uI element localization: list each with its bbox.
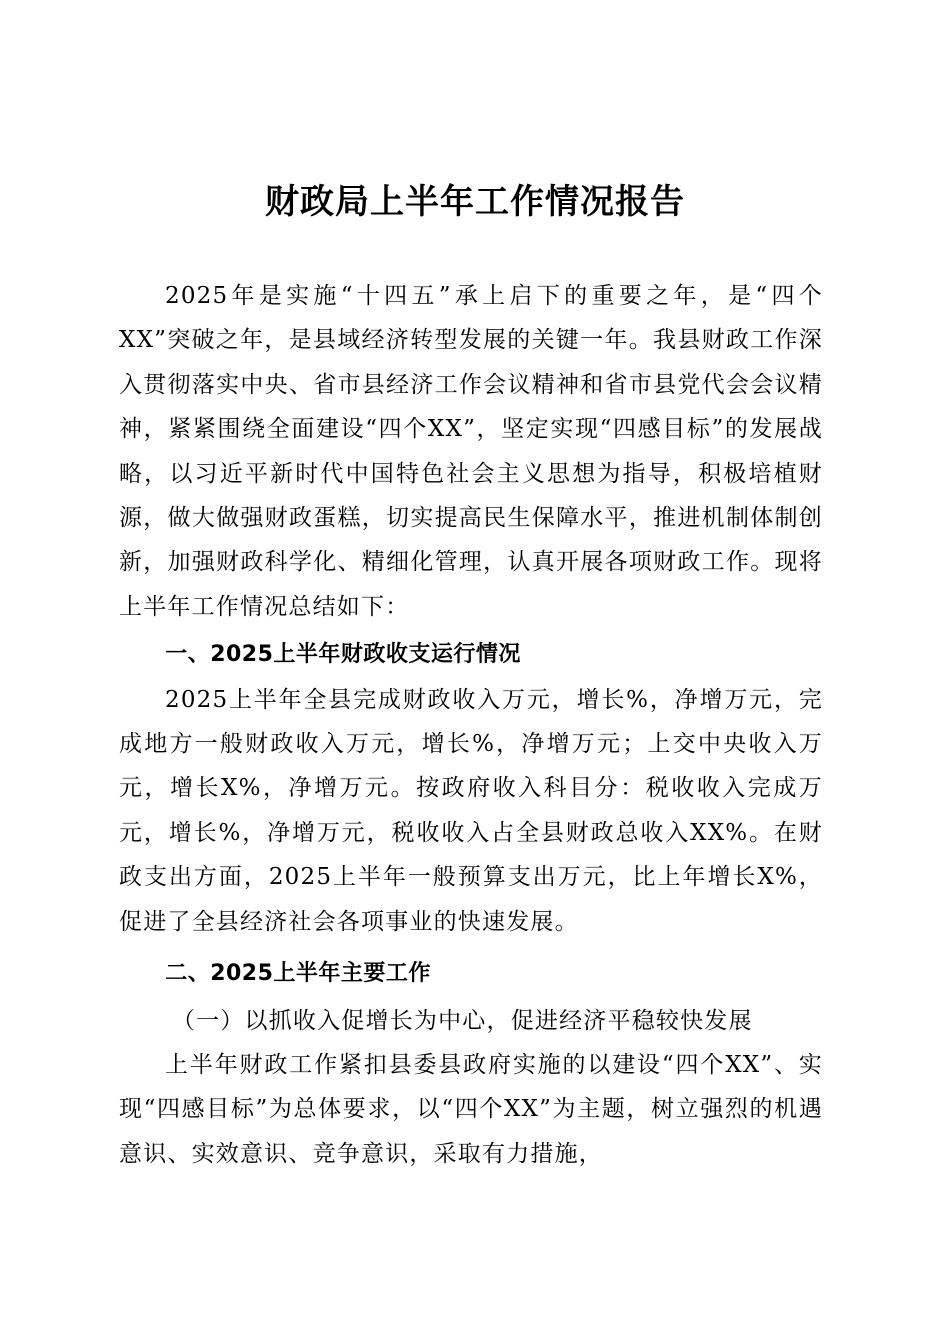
document-body	[119, 274, 823, 1176]
intro-paragraph: 2025年是实施“十四五”承上启下的重要之年，是“四个XX”突破之年，是县域经济转型发展的关键一年。我县财政工作深入贯彻落实中央、省市县经济工作会议精神和省市县党代会会议精神，紧紧围绕全面建设“四个XX”，坚定实现“四感目标”的发展战略，以习近平新时代中国特色社会主义思想为指导，积极培植财源，做大做强财政蛋糕，切实提高民生保障水平，推进机制体制创新，加强财政科学化、精细化管理，认真开展各项财政工作。现将上半年工作情况总结如下：	[119, 283, 823, 620]
subsection-1-paragraph: 上半年财政工作紧扣县委县政府实施的以建设“四个XX”、实现“四感目标”为总体要求，以“四个XX”为主题，树立强烈的机遇意识、实效意识、竞争意识，采取有力措施，	[119, 1051, 823, 1167]
subsection-1-heading: （一）以抓收入促增长为中心，促进经济平稳较快发展	[171, 1007, 753, 1034]
section-1-heading: 一、2025上半年财政收支运行情况	[165, 642, 521, 668]
section-1-paragraph: 2025上半年全县完成财政收入万元，增长%，净增万元，完成地方一般财政收入万元，增长%，净增万元；上交中央收入万元，增长X%，净增万元。按政府收入科目分：税收收入完成万元，增长%，净增万元，税收收入占全县财政总收入XX%。在财政支出方面，2025上半年一般预算支出万元，比上年增长X%，促进了全县经济社会各项事业的快速发展。	[119, 686, 823, 935]
document-title: 财政局上半年工作情况报告	[265, 182, 685, 222]
section-2-heading: 二、2025上半年主要工作	[165, 961, 431, 987]
